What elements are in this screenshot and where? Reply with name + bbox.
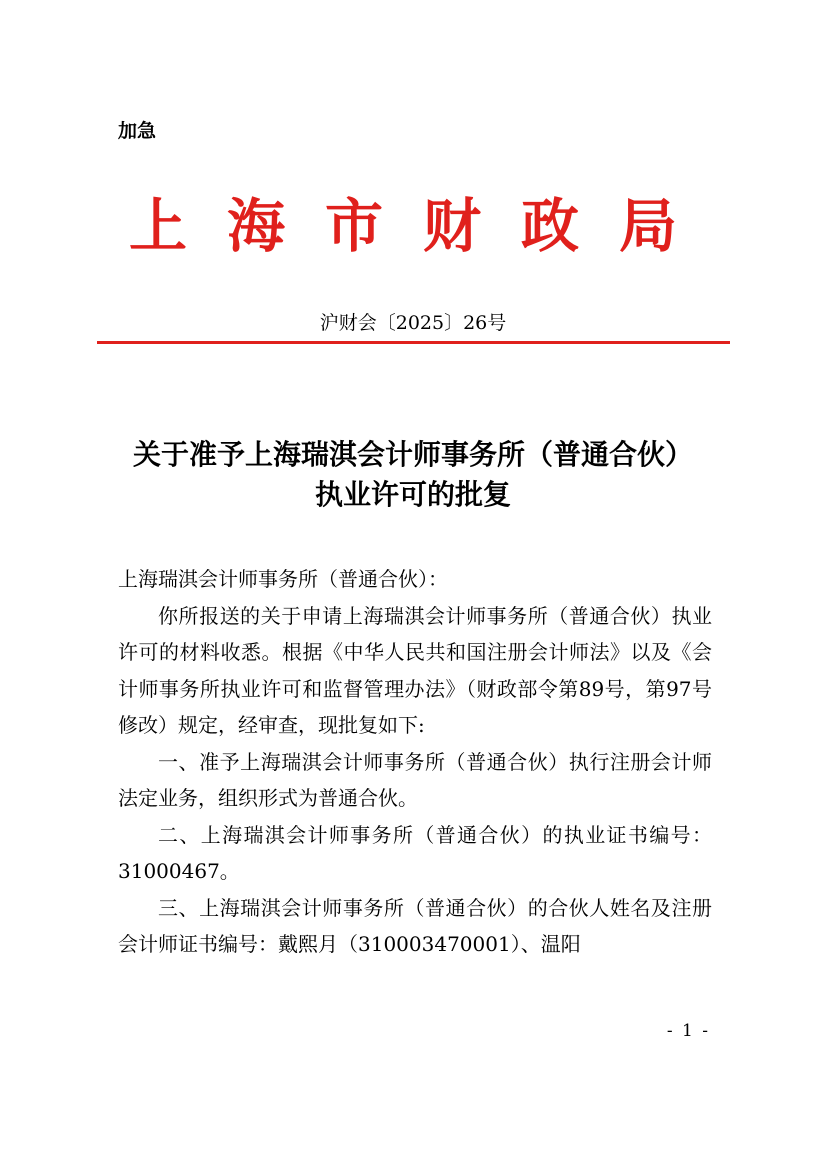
document-body <box>118 561 712 963</box>
body-paragraph: 你所报送的关于申请上海瑞淇会计师事务所（普通合伙）执业许可的材料收悉。根据《中华人民共和国注册会计师法》以及《会计师事务所执业许可和监督管理办法》（财政部令第89号，第97号修改）规定，经审查，现批复如下: <box>118 603 712 737</box>
document-title-line-1: 关于准予上海瑞淇会计师事务所（普通合伙） <box>132 438 693 471</box>
body-paragraph: 一、准予上海瑞淇会计师事务所（普通合伙）执行注册会计师法定业务，组织形式为普通合伙。 <box>118 749 712 810</box>
document-title-line-2: 执业许可的批复 <box>314 478 511 511</box>
document-title <box>100 435 726 515</box>
salutation: 上海瑞淇会计师事务所（普通合伙）： <box>118 567 448 591</box>
page-number: - 1 - <box>666 1021 710 1041</box>
urgency-label: 加急 <box>118 120 157 142</box>
document-number: 沪财会〔2025〕26号 <box>319 312 507 334</box>
red-divider <box>97 341 730 344</box>
issuer-title: 上海市财政局 <box>128 192 717 260</box>
body-paragraph: 二、上海瑞淇会计师事务所（普通合伙）的执业证书编号：31000467。 <box>118 822 712 883</box>
body-paragraph: 三、上海瑞淇会计师事务所（普通合伙）的合伙人姓名及注册会计师证书编号：戴熙月（310003470001）、温阳 <box>118 895 712 956</box>
